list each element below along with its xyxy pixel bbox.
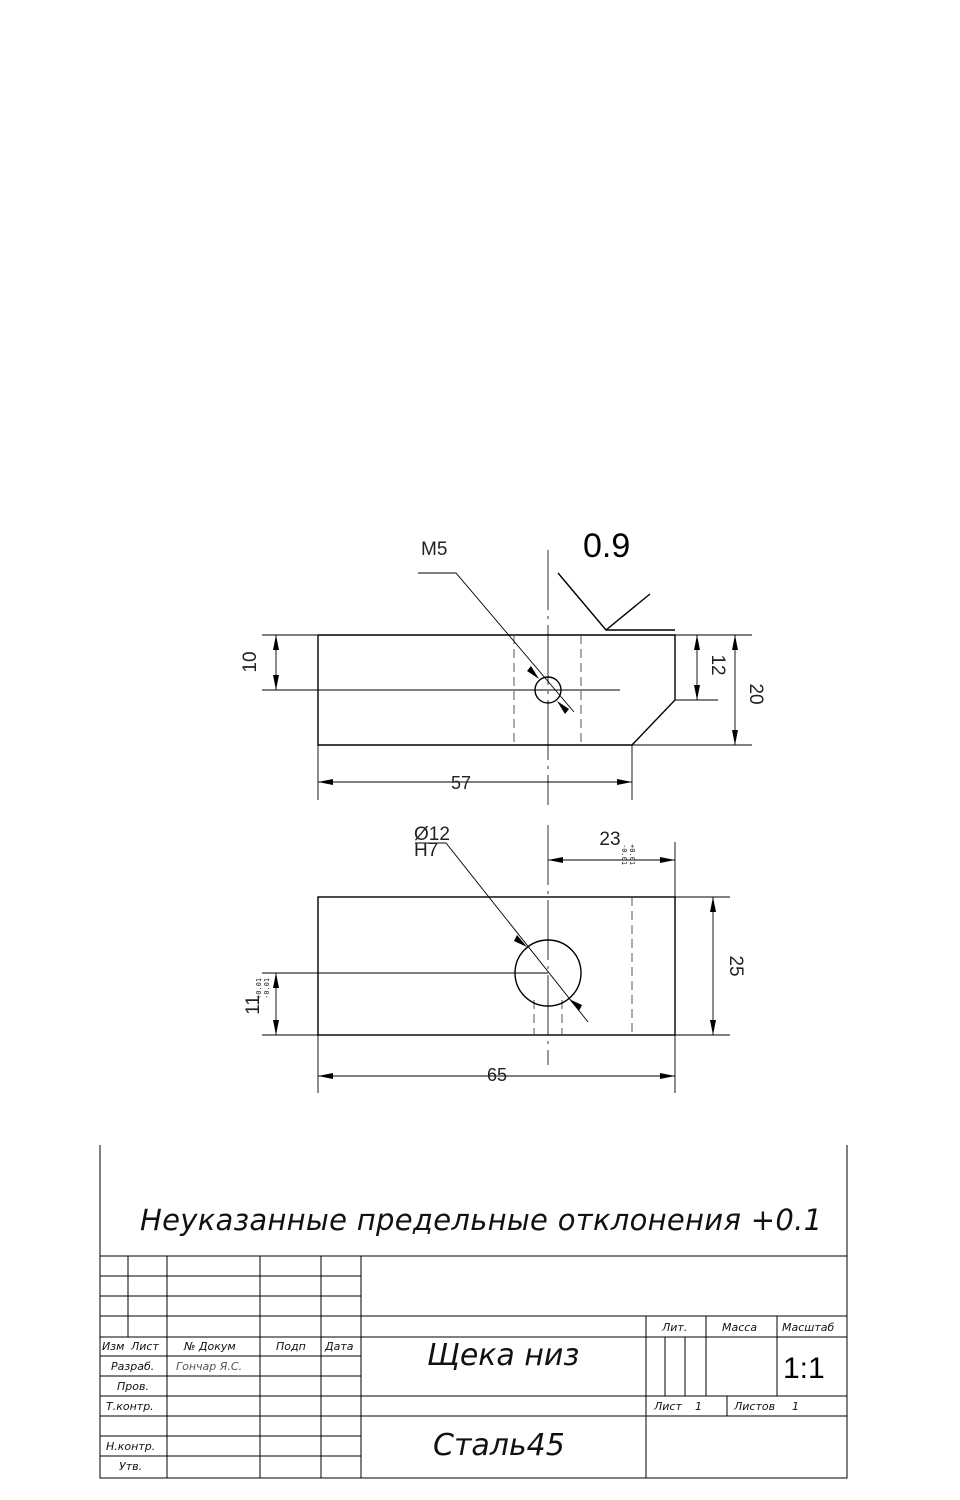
dim-10-label: 10: [240, 651, 261, 673]
role-developer: Разраб.: [111, 1360, 155, 1373]
dim-12-arrow-top: [694, 635, 700, 650]
dim-10-arrow-bottom: [273, 675, 279, 690]
bore-fit-label: H7: [414, 840, 439, 861]
sheet-label: Лист: [654, 1400, 682, 1413]
m5-leader-arrow-top: [527, 666, 539, 679]
dim-57-label: 57: [450, 773, 472, 793]
scale-value: 1:1: [783, 1352, 825, 1385]
title-block: [100, 1145, 847, 1478]
bore-leader: [415, 843, 588, 1022]
dim-57-arrow-left: [318, 779, 333, 785]
bore-leader-arrow-bottom: [569, 999, 582, 1011]
part-name: Щека низ: [427, 1338, 580, 1373]
bore-diameter-label: Ø12: [414, 824, 450, 845]
dim-11-tol-lower: -0.01: [263, 977, 271, 999]
m5-leader: [418, 573, 574, 712]
developer-name: Гончар Я.С.: [176, 1360, 243, 1373]
dim-11-tol-upper: +0.01: [255, 977, 263, 999]
mass-label: Масса: [722, 1321, 758, 1334]
front-view: [240, 527, 766, 805]
dim-23-label: 23: [599, 829, 621, 850]
role-norm-control: Н.контр.: [106, 1440, 156, 1453]
material: Сталь45: [433, 1428, 565, 1463]
role-tech-control: Т.контр.: [106, 1400, 154, 1413]
general-note: Неуказанные предельные отклонения +0.1: [140, 1203, 823, 1237]
dim-25-label: 25: [725, 955, 746, 977]
dim-57-arrow-right: [617, 779, 632, 785]
dim-20-arrow-top: [732, 635, 738, 650]
roughness-symbol: [558, 573, 650, 630]
dim-12-label: 12: [707, 654, 728, 676]
dim-11-label: 11: [243, 995, 264, 1015]
lit-label: Лит.: [662, 1321, 688, 1334]
dim-65-label: 65: [486, 1065, 508, 1085]
dim-11-arrow-bottom: [273, 1020, 279, 1035]
top-view: [243, 824, 746, 1093]
dim-65-arrow-right: [660, 1073, 675, 1079]
sheets-value: 1: [792, 1400, 799, 1413]
roughness-value: 0.9: [583, 527, 631, 565]
header-izm: Изм: [102, 1340, 125, 1353]
dim-25-arrow-bottom: [710, 1020, 716, 1035]
header-doc-no: № Докум: [184, 1340, 236, 1353]
header-list: Лист: [131, 1340, 159, 1353]
dim-25-arrow-top: [710, 897, 716, 912]
scale-label: Масштаб: [782, 1321, 835, 1334]
header-date: Дата: [325, 1340, 354, 1353]
thread-label: M5: [421, 539, 448, 560]
dim-23-tol-lower: -0.01: [620, 844, 628, 866]
header-sign: Подп: [276, 1340, 306, 1353]
dim-12-arrow-bottom: [694, 685, 700, 700]
dim-23-tol-upper: +0.01: [628, 844, 636, 866]
dim-20-label: 20: [745, 683, 766, 705]
dim-20-arrow-bottom: [732, 730, 738, 745]
dim-23-arrow-right: [660, 857, 675, 863]
m5-leader-arrow-bottom: [557, 701, 569, 714]
dim-10-arrow-top: [273, 635, 279, 650]
role-checker: Пров.: [117, 1380, 149, 1393]
sheets-label: Листов: [734, 1400, 776, 1413]
dim-11-arrow-top: [273, 973, 279, 988]
top-view-outline: [318, 897, 675, 1035]
dim-65-arrow-left: [318, 1073, 333, 1079]
sheet-value: 1: [695, 1400, 702, 1413]
dim-23-arrow-left: [548, 857, 563, 863]
role-approved: Утв.: [119, 1460, 143, 1473]
